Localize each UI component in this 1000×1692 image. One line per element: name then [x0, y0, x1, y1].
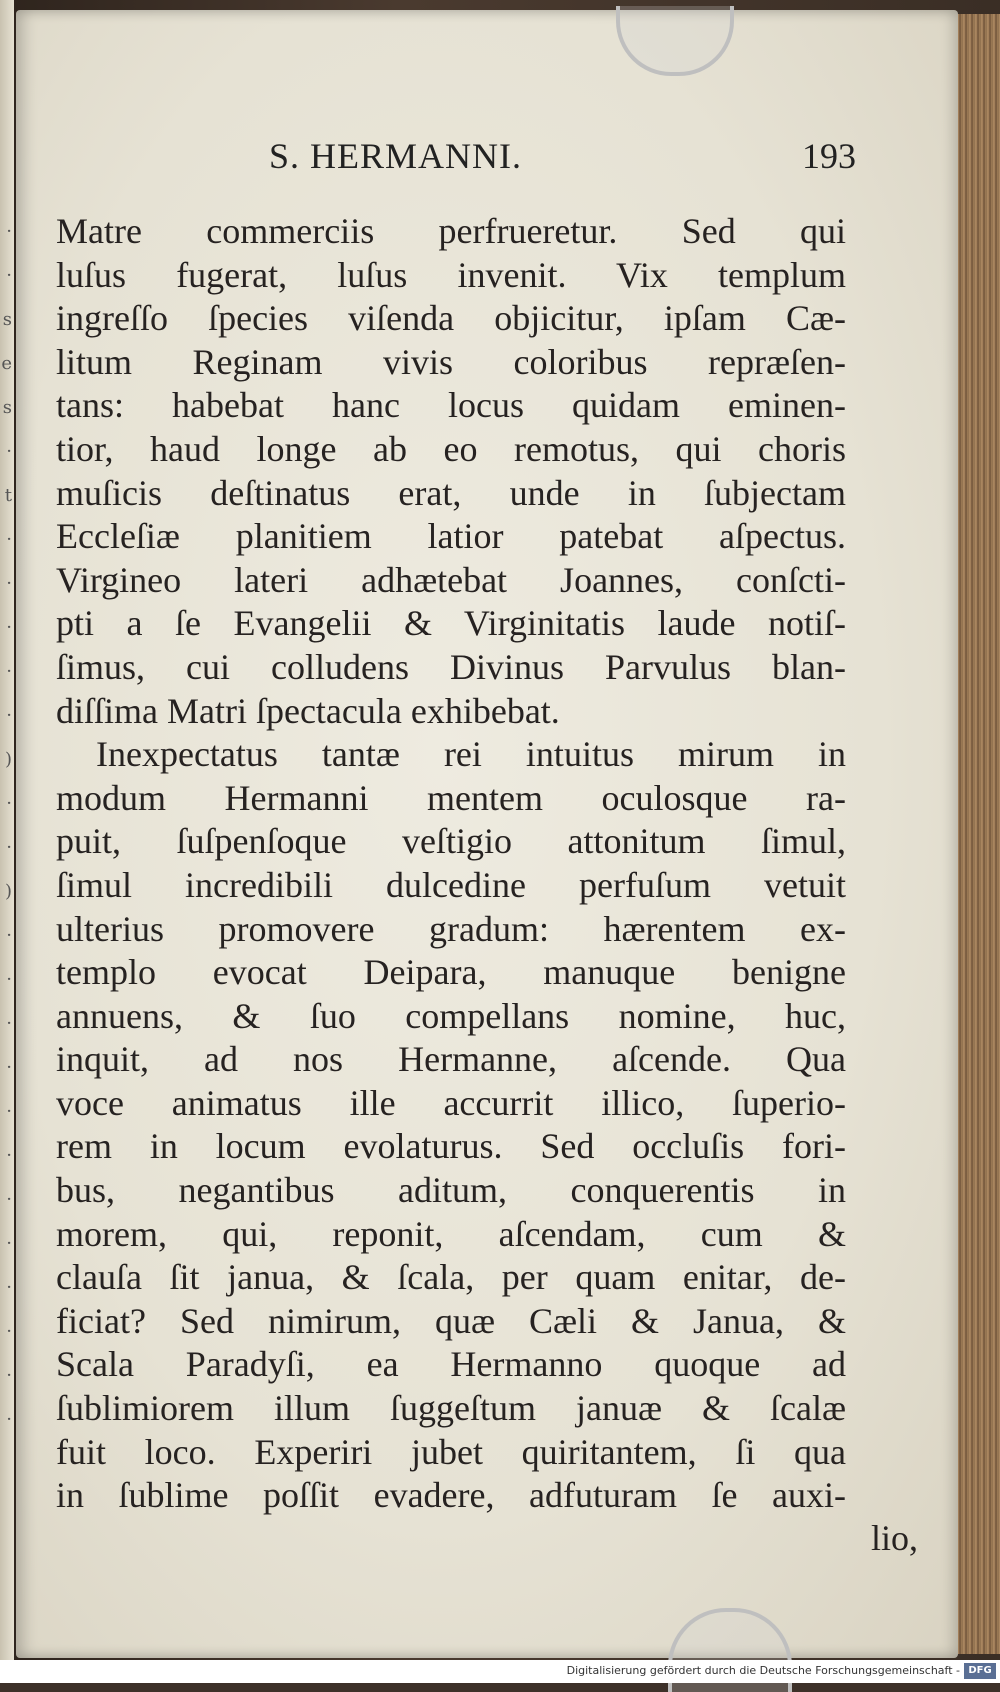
text-line: morem, qui, reponit, aſcendam, cum & [56, 1213, 846, 1254]
adjacent-page-marks [0, 210, 14, 1442]
adjacent-page-mark: · [6, 793, 12, 814]
text-line: ſimus, cui colludens Divinus Parvulus blan- [56, 646, 846, 687]
adjacent-page-mark: · [6, 1101, 12, 1122]
adjacent-page-mark: · [6, 441, 12, 462]
text-line: muſicis deſtinatus erat, unde in ſubjectam [56, 472, 846, 513]
book-edge [956, 14, 1000, 1654]
text-line: rem in locum evolaturus. Sed occluſis fori- [56, 1126, 846, 1167]
running-title: S. HERMANNI. [269, 136, 523, 176]
text-line: tior, haud longe ab eo remotus, qui choris [56, 428, 846, 469]
text-line: inquit, ad nos Hermanne, aſcende. Qua [56, 1039, 846, 1080]
text-line: Virgineo lateri adhætebat Joannes, conſcti- [56, 559, 846, 600]
adjacent-page-mark: · [6, 529, 12, 550]
text-line: annuens, & ſuo compellans nomine, huc, [56, 995, 846, 1036]
adjacent-page-mark: · [6, 573, 12, 594]
adjacent-page-mark: e [1, 353, 12, 374]
adjacent-page-mark: · [6, 661, 12, 682]
text-line: pti a ſe Evangelii & Virginitatis laude notiſ- [56, 603, 846, 644]
catchword: lio, [870, 1518, 918, 1558]
adjacent-page-mark: · [6, 1013, 12, 1034]
text-line: ſublimiorem illum ſuggeſtum januæ & ſcalæ [56, 1388, 846, 1429]
adjacent-page-mark: · [6, 969, 12, 990]
text-line: modum Hermanni mentem oculosque ra- [56, 777, 846, 818]
text-line: Inexpectatus tantæ rei intuitus mirum in [96, 734, 846, 775]
text-line: Matre commerciis perfrueretur. Sed qui [56, 211, 846, 251]
adjacent-page-mark: · [6, 1277, 12, 1298]
adjacent-page-mark: · [6, 1365, 12, 1386]
adjacent-page-mark: · [6, 925, 12, 946]
book-page [16, 10, 958, 1658]
adjacent-page-mark: · [6, 1321, 12, 1342]
text-line: bus, negantibus aditum, conquerentis in [56, 1170, 846, 1211]
text-line: ficiat? Sed nimirum, quæ Cæli & Janua, & [56, 1300, 846, 1341]
text-line: templo evocat Deipara, manuque benigne [56, 952, 846, 993]
page-number: 193 [802, 136, 856, 176]
adjacent-page-mark: · [6, 1233, 12, 1254]
adjacent-page-mark: ) [4, 749, 12, 770]
adjacent-page-mark: · [6, 705, 12, 726]
adjacent-page-mark: s [2, 309, 12, 330]
adjacent-page-mark: t [4, 485, 12, 506]
adjacent-page-mark: · [6, 1145, 12, 1166]
adjacent-page-mark: · [6, 1409, 12, 1430]
adjacent-page-mark: s [2, 397, 12, 418]
text-line: voce animatus ille accurrit illico, ſuperio- [56, 1082, 846, 1123]
text-line: litum Reginam vivis coloribus repræſen- [56, 341, 846, 382]
text-line: Eccleſiæ planitiem latior patebat aſpectus. [56, 516, 846, 557]
adjacent-page-mark: · [6, 265, 12, 286]
text-line: tans: habebat hanc locus quidam eminen- [56, 385, 846, 426]
adjacent-page-edge [0, 0, 14, 1683]
adjacent-page-mark: · [6, 221, 12, 242]
text-line: puit, ſuſpenſoque veſtigio attonitum ſimul, [56, 821, 846, 862]
text-line: fuit loco. Experiri jubet quiritantem, ſi qua [56, 1431, 846, 1472]
text-line: luſus fugerat, luſus invenit. Vix templum [56, 254, 846, 295]
text-line: diſſima Matri ſpectacula exhibebat. [56, 690, 560, 731]
adjacent-page-mark: ) [4, 881, 12, 902]
page-clip-top [616, 6, 734, 76]
adjacent-page-mark: · [6, 617, 12, 638]
adjacent-page-mark: · [6, 1189, 12, 1210]
text-line: clauſa ſit janua, & ſcala, per quam enitar, de- [56, 1257, 846, 1298]
text-line: ulterius promovere gradum: hærentem ex- [56, 908, 846, 949]
adjacent-page-mark: · [6, 837, 12, 858]
dfg-logo: DFG [964, 1663, 996, 1679]
footer-bar [0, 1660, 1000, 1683]
text-line: ingreſſo ſpecies viſenda objicitur, ipſam Cæ- [56, 298, 846, 339]
text-line: in ſublime poſſit evadere, adfuturam ſe auxi- [56, 1475, 846, 1516]
body-text [56, 210, 846, 1518]
text-line: Scala Paradyſi, ea Hermanno quoque ad [56, 1344, 846, 1385]
text-line: ſimul incredibili dulcedine perfuſum vetuit [56, 864, 846, 905]
footer-credit: Digitalisierung gefördert durch die Deutsche Forschungsgemeinschaft - [566, 1664, 960, 1677]
adjacent-page-mark: · [6, 1057, 12, 1078]
page-header [56, 135, 856, 179]
